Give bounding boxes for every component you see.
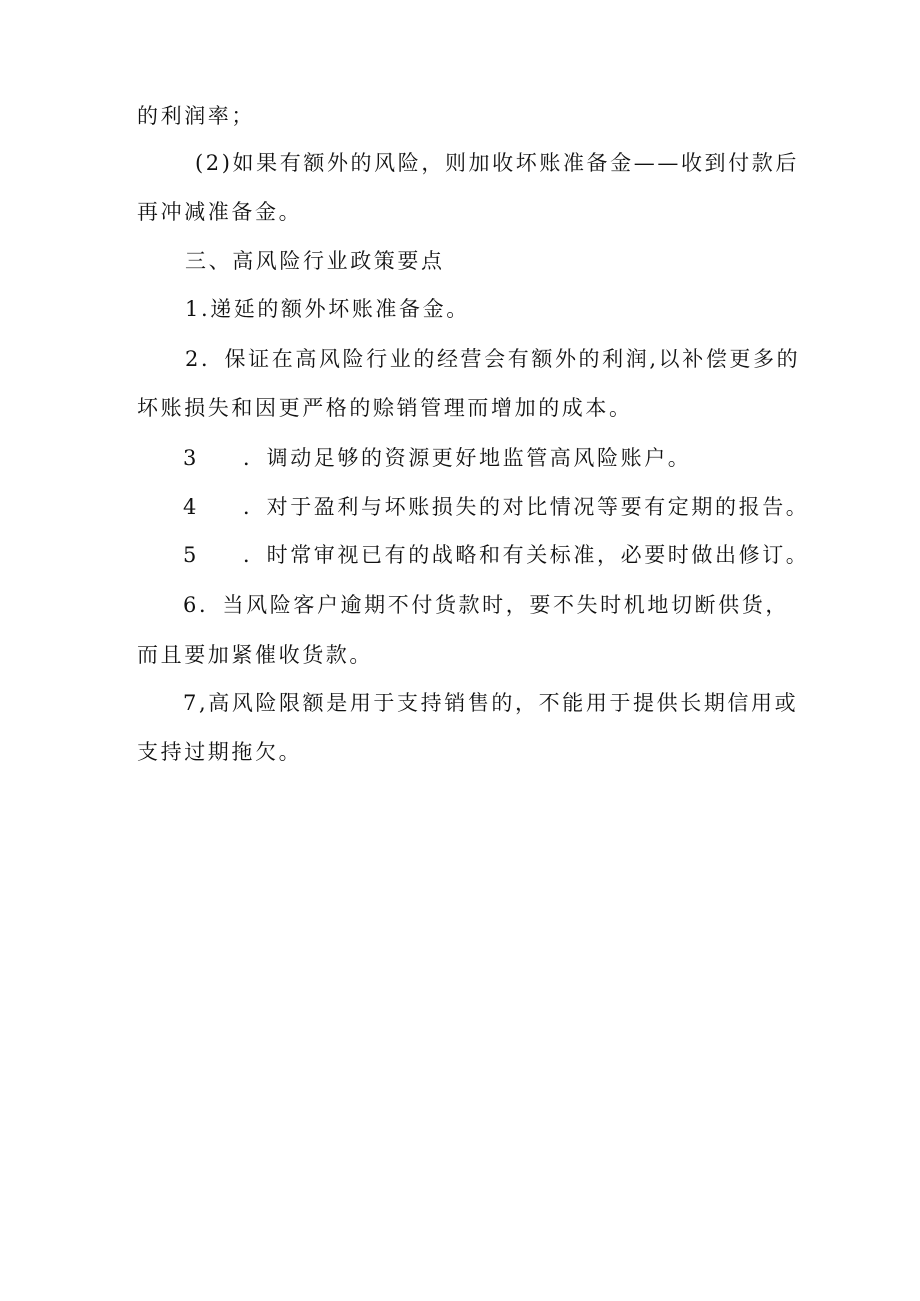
list-item-4 (183, 492, 809, 522)
list-item-5 (183, 540, 809, 570)
list-item-7-line-1: 7,高风险限额是用于支持销售的，不能用于提供长期信用或 (183, 691, 799, 715)
list-item-7-line-2: 支持过期拖欠。 (137, 740, 303, 764)
list-item-3-text: ．调动足够的资源更好地监管高风险账户。 (243, 446, 692, 470)
paragraph-2-line-1: (2)如果有额外的风险，则加收坏账准备金——收到付款后 (195, 151, 799, 175)
list-item-6-line-2: 而且要加紧催收货款。 (137, 643, 373, 667)
list-item-4-number: 4 (183, 495, 199, 519)
paragraph-continuation: 的利润率； (137, 104, 255, 128)
list-item-5-text: ．时常审视已有的战略和有关标准，必要时做出修订。 (243, 543, 810, 567)
list-item-1: 1.递延的额外坏账准备金。 (185, 297, 470, 321)
list-item-5-number: 5 (183, 543, 199, 567)
list-item-6-line-1: 6．当风险客户逾期不付货款时，要不失时机地切断供货， (183, 593, 789, 617)
section-heading: 三、高风险行业政策要点 (185, 249, 445, 273)
list-item-4-text: ．对于盈利与坏账损失的对比情况等要有定期的报告。 (243, 495, 810, 519)
list-item-2-line-2: 坏账损失和因更严格的赊销管理而增加的成本。 (137, 396, 633, 420)
list-item-2-line-1: 2．保证在高风险行业的经营会有额外的利润,以补偿更多的 (185, 347, 801, 371)
list-item-3 (183, 443, 691, 473)
list-item-3-number: 3 (183, 446, 199, 470)
paragraph-2-line-2: 再冲减准备金。 (137, 200, 303, 224)
